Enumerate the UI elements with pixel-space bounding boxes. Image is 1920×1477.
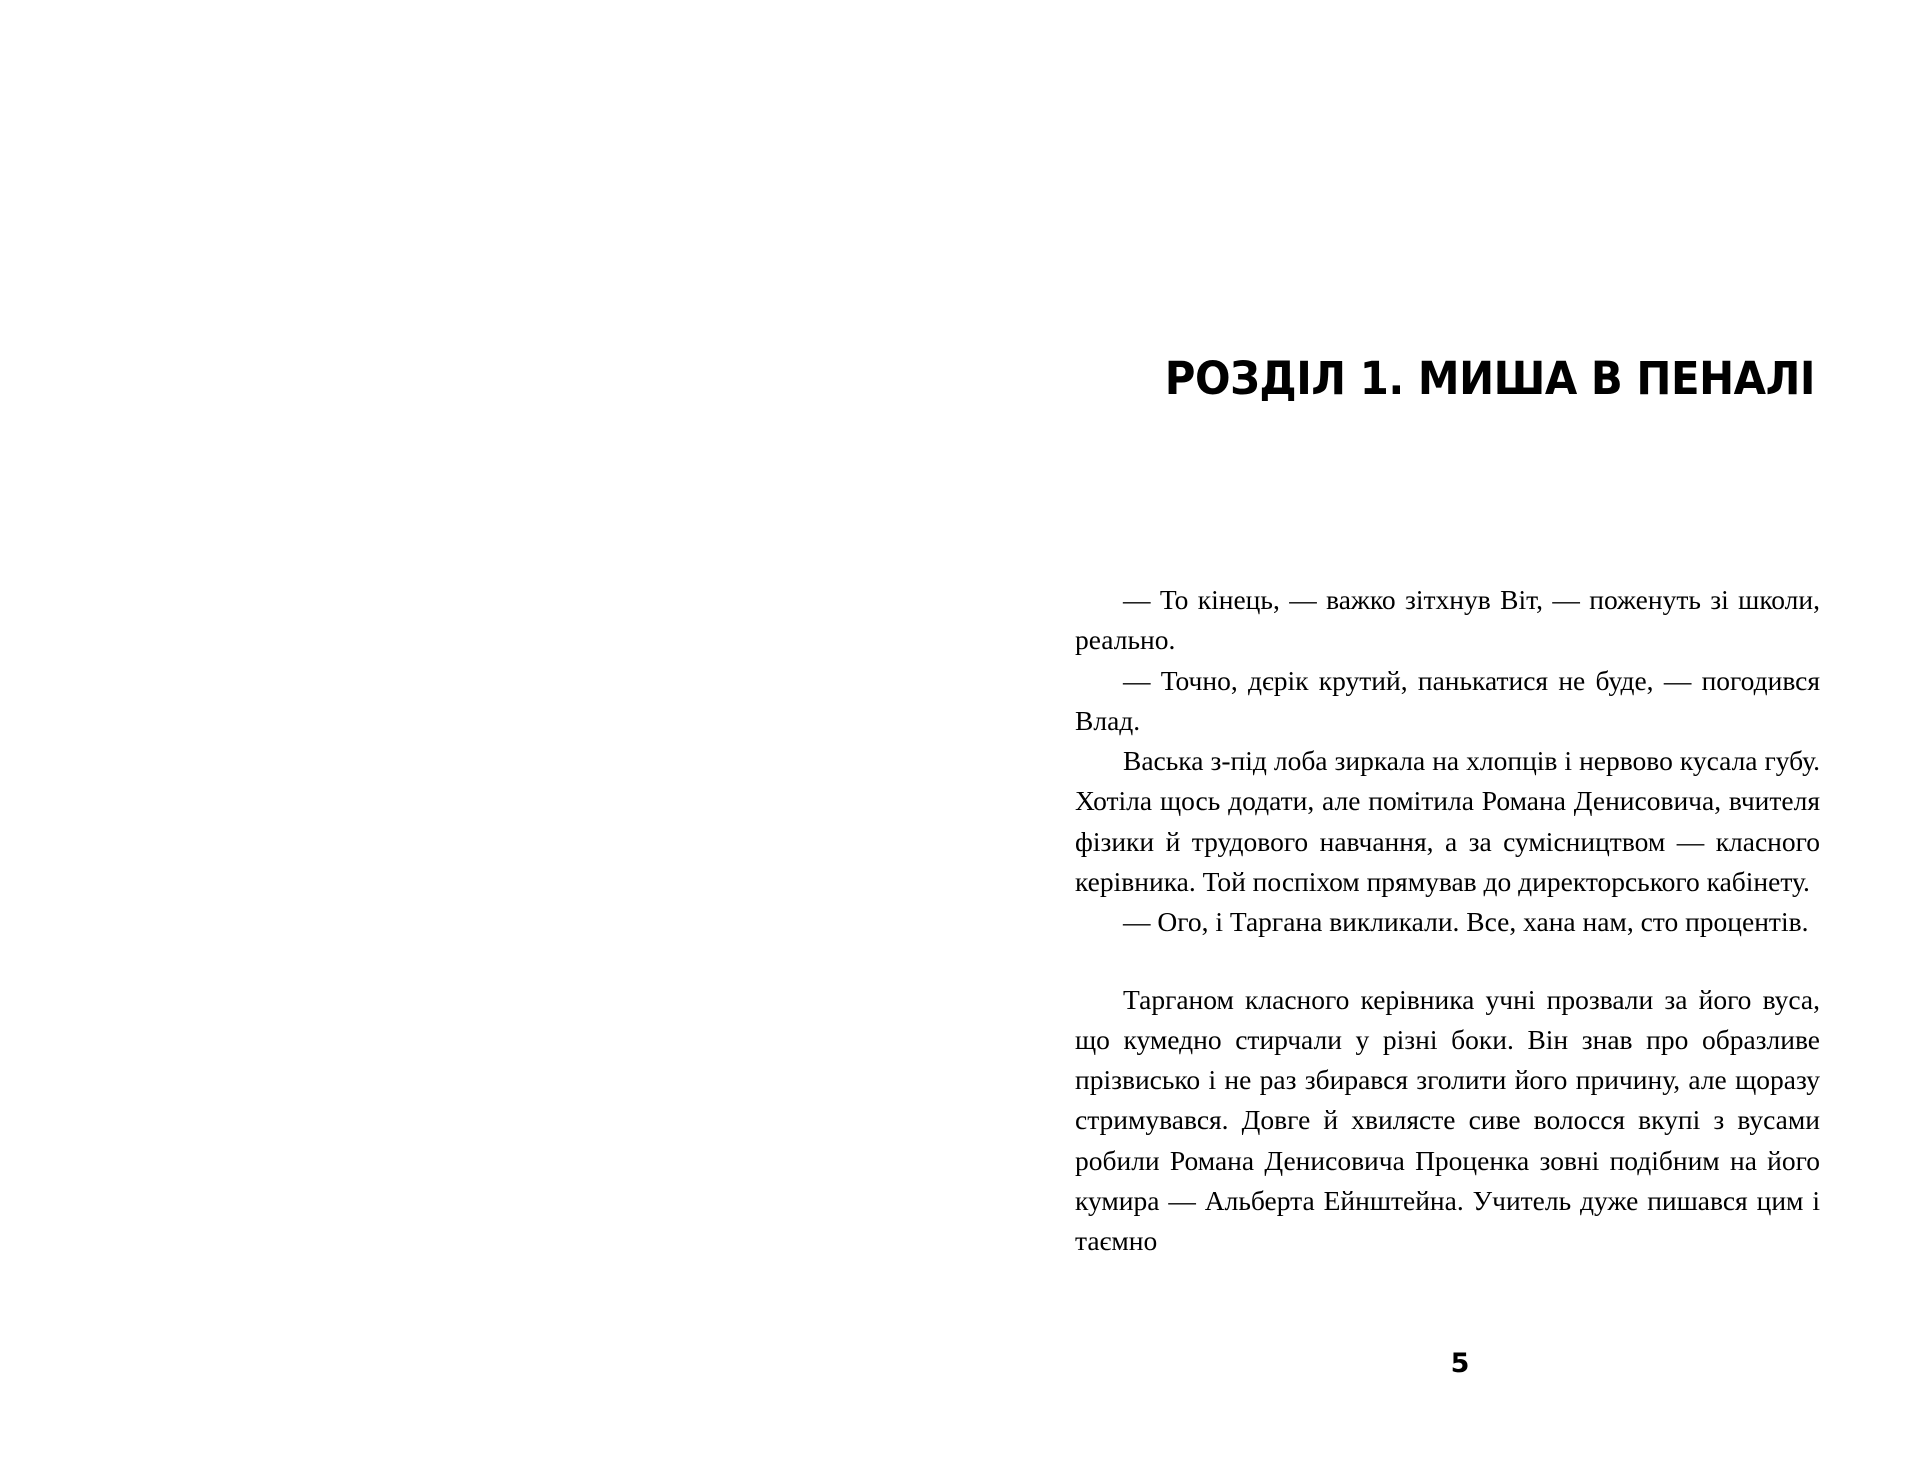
body-text bbox=[1075, 580, 1820, 1262]
paragraph: Васька з-під лоба зиркала на хлопців і нервово кусала губу. Хотіла щось додати, але помітила Романа Денисовича, вчителя фізики й трудового навчання, а за сумісництвом — класного керівника. Той поспіхом прямував до директорського кабінету. bbox=[1075, 745, 1820, 897]
paragraph: — То кінець, — важко зітхнув Віт, — поженуть зі школи, реально. bbox=[1075, 584, 1820, 656]
chapter-title: РОЗДІЛ 1. МИША В ПЕНАЛІ bbox=[1164, 352, 1815, 405]
paragraph: — Ого, і Таргана викликали. Все, хана нам, сто процентів. bbox=[1123, 906, 1809, 938]
page-number: 5 bbox=[1450, 1348, 1470, 1379]
paragraph: Тарганом класного керівника учні прозвали за його вуса, що кумедно стирчали у різні боки. Він знав про образливе прізвисько і не раз збирався зголити його причину, але щоразу стримувався. Довге й хвилясте сиве волосся вкупі з вусами робили Романа Денисовича Проценка зовні подібним на його кумира — Альберта Ейнштейна. Учитель дуже пишався цим і таємно bbox=[1075, 983, 1820, 1257]
chapter-heading-area bbox=[1075, 352, 1815, 405]
paragraph: — Точно, дєрік крутий, панькатися не буде, — погодився Влад. bbox=[1075, 664, 1820, 736]
paragraph-spacer bbox=[1075, 943, 1820, 980]
